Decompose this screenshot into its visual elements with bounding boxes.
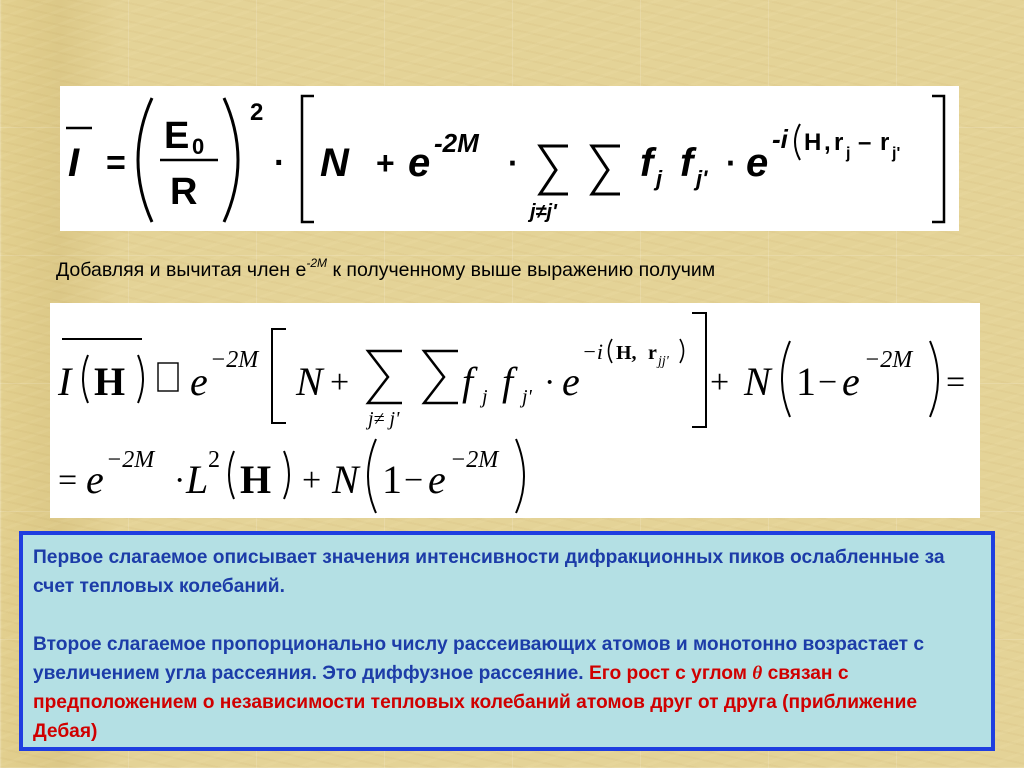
r-vector-1: r bbox=[834, 129, 844, 156]
l-left-paren bbox=[229, 451, 234, 499]
theta-symbol: θ bbox=[752, 663, 763, 684]
one-digit: 1 bbox=[796, 359, 816, 404]
right-bracket bbox=[692, 313, 706, 427]
h-vector-2: H bbox=[240, 457, 272, 502]
intro-exponent: -2M bbox=[306, 256, 328, 270]
e-symbol: E bbox=[164, 115, 190, 157]
r-symbol: R bbox=[170, 171, 198, 213]
exp-base-3: e bbox=[842, 359, 860, 404]
left-bracket bbox=[302, 96, 314, 222]
explanation-emphasis-start: Его рост с углом bbox=[588, 663, 753, 684]
exp-power: -2M bbox=[434, 128, 479, 158]
sum-sign-1 bbox=[368, 351, 402, 403]
e-subscript: 0 bbox=[192, 134, 205, 159]
n-symbol: N bbox=[320, 141, 349, 185]
f-subscript-2: j' bbox=[696, 166, 708, 191]
f-subscript-1: j bbox=[656, 166, 663, 191]
arg-right-paren bbox=[138, 355, 143, 403]
f-symbol-1: f bbox=[462, 359, 474, 404]
r-subscript-2: j' bbox=[892, 145, 901, 162]
exp-minus: – bbox=[858, 129, 872, 156]
minus-sign-2: − bbox=[404, 462, 424, 499]
r-vector-2: r bbox=[880, 129, 890, 156]
l-symbol: L bbox=[186, 457, 209, 502]
exp-r-vector: r bbox=[648, 342, 657, 364]
exp-comma: , bbox=[824, 129, 831, 156]
arg-left-paren bbox=[83, 355, 88, 403]
f-symbol-1: f bbox=[640, 141, 654, 185]
right-paren bbox=[224, 98, 238, 222]
sum-sign-2 bbox=[424, 351, 458, 403]
equals-sign: = bbox=[106, 144, 126, 182]
missing-glyph-box bbox=[158, 363, 178, 391]
dot-operator-2: · bbox=[508, 145, 519, 181]
minus-sign: − bbox=[818, 364, 838, 401]
factor-right-paren bbox=[930, 341, 938, 417]
exp-h-vector: H, bbox=[616, 342, 637, 364]
n-symbol-2: N bbox=[744, 359, 771, 404]
expanded-formula bbox=[50, 303, 980, 518]
plus-sign-3: + bbox=[302, 462, 322, 499]
left-bracket bbox=[272, 329, 286, 423]
one-digit-2: 1 bbox=[382, 457, 402, 502]
intensity-symbol: I bbox=[68, 141, 80, 185]
equals-sign-2: = bbox=[58, 462, 78, 499]
explanation-emphasis-end: связан с предположением о независимости тепловых колебаний атомов друг от друга (приближение Дебая) bbox=[33, 663, 918, 742]
r-subscript-1: j bbox=[846, 145, 851, 162]
plus-sign: + bbox=[330, 364, 350, 401]
explanation-box bbox=[19, 531, 995, 751]
l-power: 2 bbox=[208, 447, 220, 473]
exp-power-3: −2M bbox=[106, 447, 155, 473]
plus-sign-2: + bbox=[710, 364, 730, 401]
f-subscript-1: j bbox=[482, 386, 488, 408]
factor-left-paren-2 bbox=[368, 439, 376, 513]
explanation-paragraph-2 bbox=[33, 630, 981, 746]
sum-subscript: j≠j' bbox=[530, 201, 557, 223]
power-two: 2 bbox=[250, 99, 264, 126]
exp-power: −2M bbox=[210, 347, 259, 373]
exp-base-2: e bbox=[562, 359, 580, 404]
exp-right-paren bbox=[680, 339, 684, 363]
exp-i: −i bbox=[582, 339, 603, 364]
f-symbol-2: f bbox=[680, 141, 694, 185]
exp-power-2: −2M bbox=[864, 347, 913, 373]
exp-left-paren bbox=[795, 124, 800, 160]
factor-right-paren-2 bbox=[516, 439, 524, 513]
sum-subscript: j≠ j' bbox=[368, 408, 400, 430]
dot-operator-2: · bbox=[174, 462, 186, 499]
sum-sign-1 bbox=[540, 146, 568, 194]
dot-operator: · bbox=[274, 144, 286, 182]
explanation-paragraph-2-main: Второе слагаемое пропорционально числу рассеивающих атомов и монотонно возрастает с увеличением угла рассеяния. Это диффузное рассеяние. bbox=[33, 634, 925, 684]
right-bracket bbox=[932, 96, 944, 222]
exp-r-subscript: jj' bbox=[658, 354, 669, 369]
intro-text-before: Добавляя и вычитая член е bbox=[56, 259, 307, 281]
intro-text-after: к полученному выше выражению получим bbox=[327, 259, 716, 281]
exp-base: e bbox=[408, 141, 431, 185]
exp-base-2: e bbox=[746, 141, 769, 185]
intensity-formula-graphic bbox=[60, 86, 959, 231]
factor-left-paren bbox=[782, 341, 790, 417]
f-symbol-2: f bbox=[502, 359, 514, 404]
left-paren bbox=[138, 98, 152, 222]
exp-base: e bbox=[190, 359, 208, 404]
exp-base-5: e bbox=[428, 457, 446, 502]
f-subscript-2: j' bbox=[522, 386, 532, 408]
expanded-formula-graphic bbox=[50, 303, 980, 518]
exp-base-4: e bbox=[86, 457, 104, 502]
plus-sign: + bbox=[376, 145, 395, 181]
intro-text bbox=[56, 256, 1016, 282]
explanation-paragraph-1: Первое слагаемое описывает значения интенсивности дифракционных пиков ослабленные за счет тепловых колебаний. bbox=[33, 547, 945, 597]
exp-power-4: −2M bbox=[450, 447, 499, 473]
dot-operator-3: · bbox=[726, 145, 737, 181]
n-symbol: N bbox=[296, 359, 323, 404]
intensity-symbol: I bbox=[58, 359, 72, 404]
h-vector: H bbox=[804, 129, 822, 156]
exp-i: -i bbox=[772, 124, 788, 154]
h-vector: H bbox=[94, 359, 126, 404]
exp-left-paren bbox=[609, 339, 613, 363]
equals-sign: = bbox=[946, 364, 966, 401]
intensity-formula bbox=[60, 86, 959, 231]
sum-sign-2 bbox=[592, 146, 620, 194]
dot-operator: · bbox=[544, 364, 556, 401]
n-symbol-3: N bbox=[332, 457, 359, 502]
l-right-paren bbox=[284, 451, 289, 499]
